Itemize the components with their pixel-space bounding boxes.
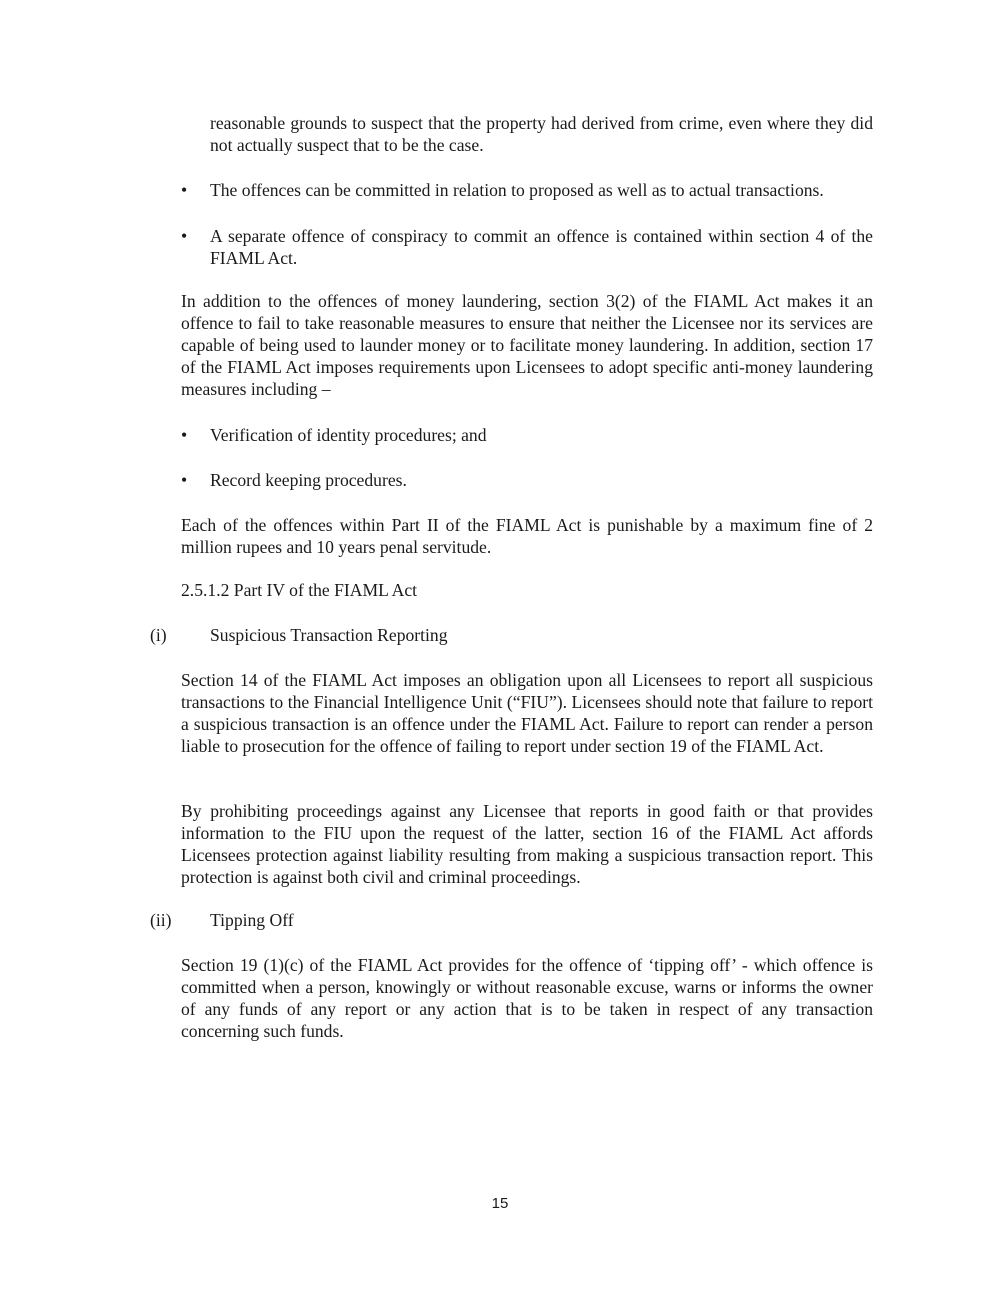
bullet-icon: • [181, 425, 188, 445]
bullet-text: The offences can be committed in relation to proposed as well as to actual transactions. [210, 180, 824, 200]
item-title: Suspicious Transaction Reporting [210, 625, 448, 645]
bullet-icon: • [181, 180, 188, 200]
item-number: (ii) [150, 910, 172, 930]
continuation-text: reasonable grounds to suspect that the property had derived from crime, even where they did not actually suspect that to be the case. [210, 113, 873, 155]
paragraph-tipping-off: Section 19 (1)(c) of the FIAML Act provides for the offence of ‘tipping off’ - which offence is committed when a person, knowingly or without reasonable excuse, warns or informs the owner of any funds of any report or any action that is to be taken in respect of any transaction concerning such funds. [181, 955, 873, 1041]
paragraph-str-obligation: Section 14 of the FIAML Act imposes an obligation upon all Licensees to report all suspicious transactions to the Financial Intelligence Unit (“FIU”). Licensees should note that failure to report a suspicious transaction is an offence under the FIAML Act. Failure to report can render a person liable to prosecution for the offence of failing to report under section 19 of the FIAML Act. [181, 670, 873, 756]
item-title: Tipping Off [210, 910, 294, 930]
bullet-icon: • [181, 470, 188, 490]
bullet-text: A separate offence of conspiracy to commit an offence is contained within section 4 of the FIAML Act. [210, 226, 873, 268]
paragraph-penalty: Each of the offences within Part II of the FIAML Act is punishable by a maximum fine of 2 million rupees and 10 years penal servitude. [181, 515, 873, 557]
page-number: 15 [491, 1195, 509, 1212]
paragraph-str-protection: By prohibiting proceedings against any Licensee that reports in good faith or that provides information to the FIU upon the request of the latter, section 16 of the FIAML Act affords Licensees protection against liability resulting from making a suspicious transaction report. This protection is against both civil and criminal proceedings. [181, 801, 873, 887]
bullet-text: Verification of identity procedures; and [210, 425, 487, 445]
item-number: (i) [150, 625, 167, 645]
bullet-icon: • [181, 226, 188, 246]
bullet-text: Record keeping procedures. [210, 470, 407, 490]
paragraph-additional-offences: In addition to the offences of money laundering, section 3(2) of the FIAML Act makes it an offence to fail to take reasonable measures to ensure that neither the Licensee nor its services are capable of being used to launder money or to facilitate money laundering. In addition, section 17 of the FIAML Act imposes requirements upon Licensees to adopt specific anti-money laundering measures including – [181, 291, 873, 399]
section-heading: 2.5.1.2 Part IV of the FIAML Act [181, 580, 418, 600]
